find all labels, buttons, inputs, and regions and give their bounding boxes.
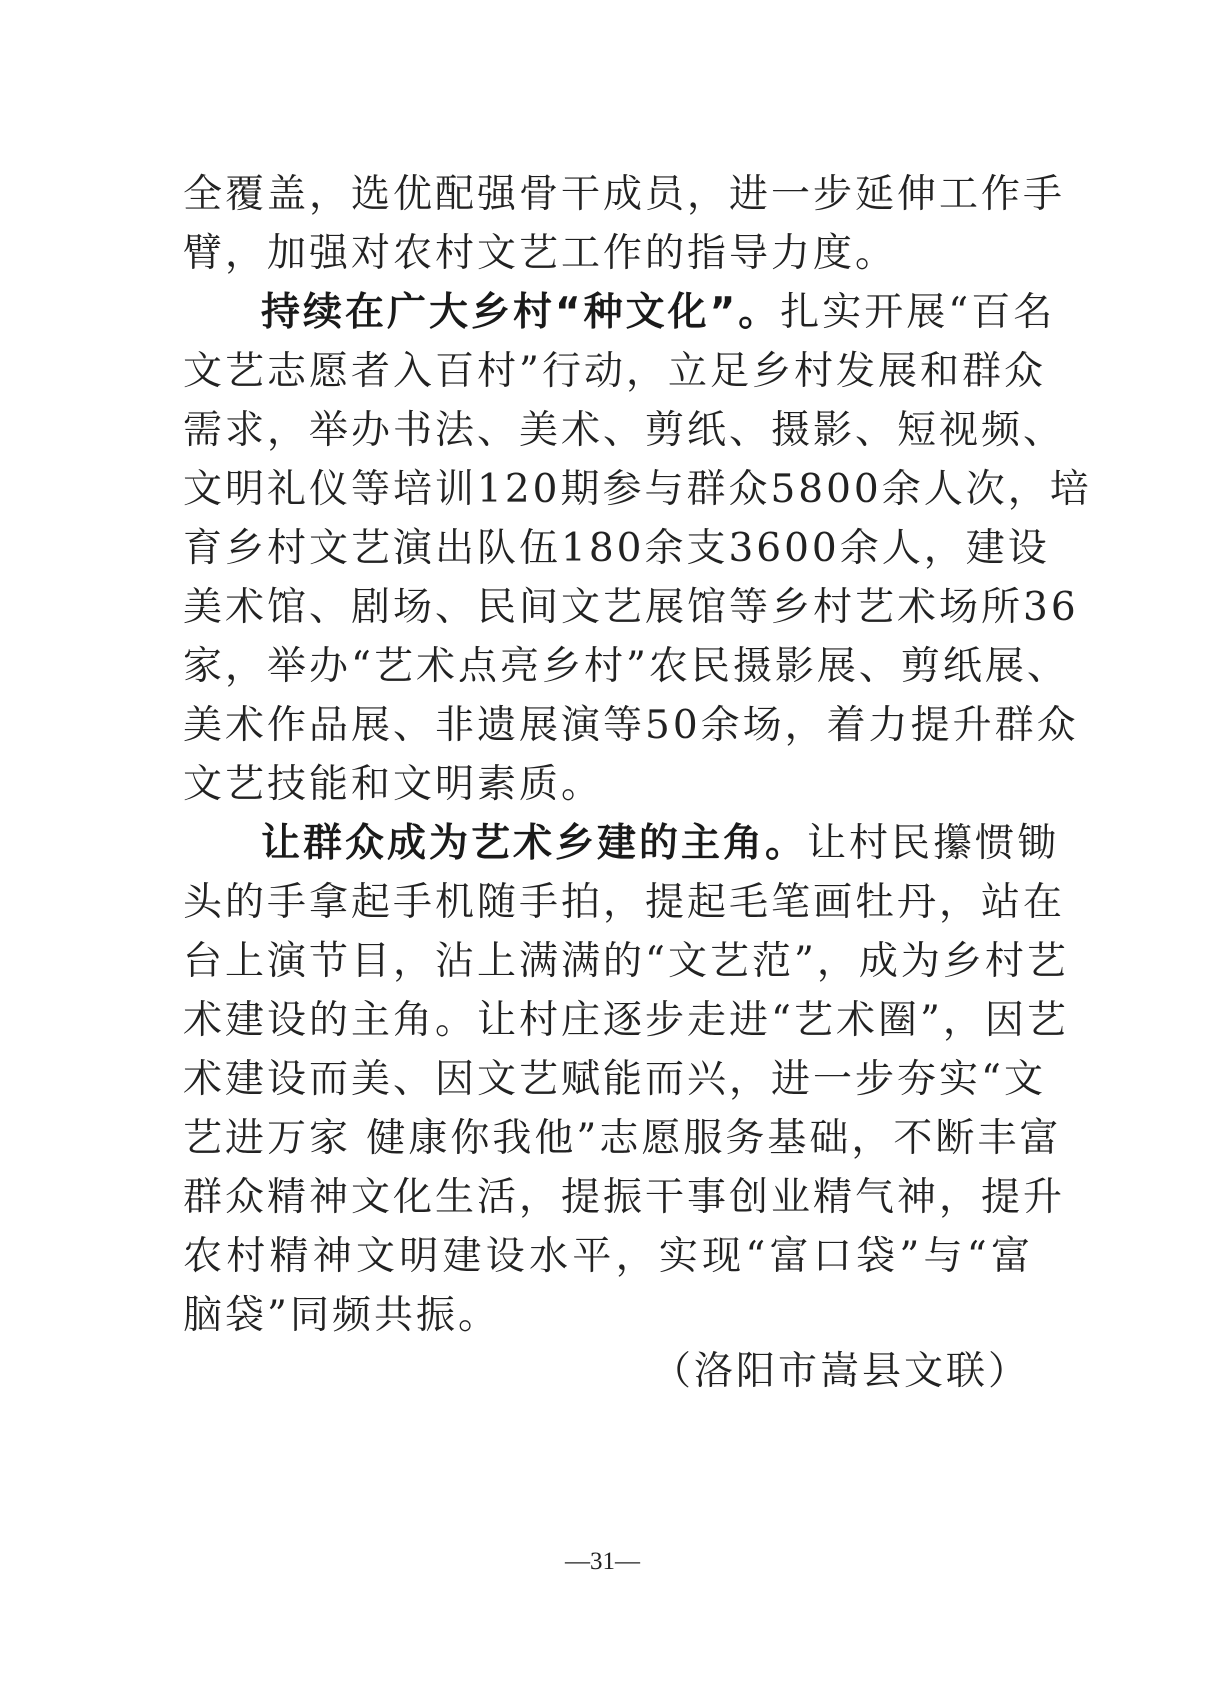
text-fragment: 扎实开展“百名	[780, 290, 1056, 335]
body-text	[183, 165, 1092, 1345]
text-line: 术建设而美、因文艺赋能而兴，进一步夯实“文	[183, 1057, 1046, 1102]
paragraph-heading-line	[183, 283, 1056, 342]
text-line: 家，举办“艺术点亮乡村”农民摄影展、剪纸展、	[183, 644, 1069, 689]
author-signature: （洛阳市嵩县文联）	[651, 1349, 1030, 1394]
paragraph-heading-line	[183, 814, 1060, 873]
text-line: 术建设的主角。让村庄逐步走进“艺术圈”，因艺	[183, 998, 1069, 1043]
paragraph-lead: 让群众成为艺术乡建的主角。	[261, 821, 808, 866]
text-line: 美术馆、剧场、民间文艺展馆等乡村艺术场所36	[183, 585, 1079, 630]
text-line: 全覆盖，选优配强骨干成员，进一步延伸工作手	[183, 172, 1066, 217]
text-line: 文艺志愿者入百村”行动，立足乡村发展和群众	[183, 349, 1046, 394]
page-number: —31—	[565, 1548, 640, 1575]
text-line: 农村精神文明建设水平，实现“富口袋”与“富	[183, 1234, 1033, 1279]
text-line: 文明礼仪等培训120期参与群众5800余人次，培	[183, 467, 1092, 512]
text-line: 美术作品展、非遗展演等50余场，着力提升群众	[183, 703, 1079, 748]
text-fragment: 让村民攥惯锄	[807, 821, 1060, 866]
text-line: 艺进万家 健康你我他”志愿服务基础，不断丰富	[183, 1116, 1062, 1161]
text-line: 育乡村文艺演出队伍180余支3600余人，建设	[183, 526, 1050, 571]
text-line: 脑袋”同频共振。	[183, 1293, 500, 1338]
text-line: 台上演节目，沾上满满的“文艺范”，成为乡村艺	[183, 939, 1069, 984]
text-line: 头的手拿起手机随手拍，提起毛笔画牡丹，站在	[183, 880, 1066, 925]
text-line: 群众精神文化生活，提振干事创业精气神，提升	[183, 1175, 1066, 1220]
text-line: 文艺技能和文明素质。	[183, 762, 604, 807]
paragraph-lead: 持续在广大乡村“种文化”。	[261, 290, 781, 335]
text-line: 需求，举办书法、美术、剪纸、摄影、短视频、	[183, 408, 1066, 453]
text-line: 臂，加强对农村文艺工作的指导力度。	[183, 231, 898, 276]
